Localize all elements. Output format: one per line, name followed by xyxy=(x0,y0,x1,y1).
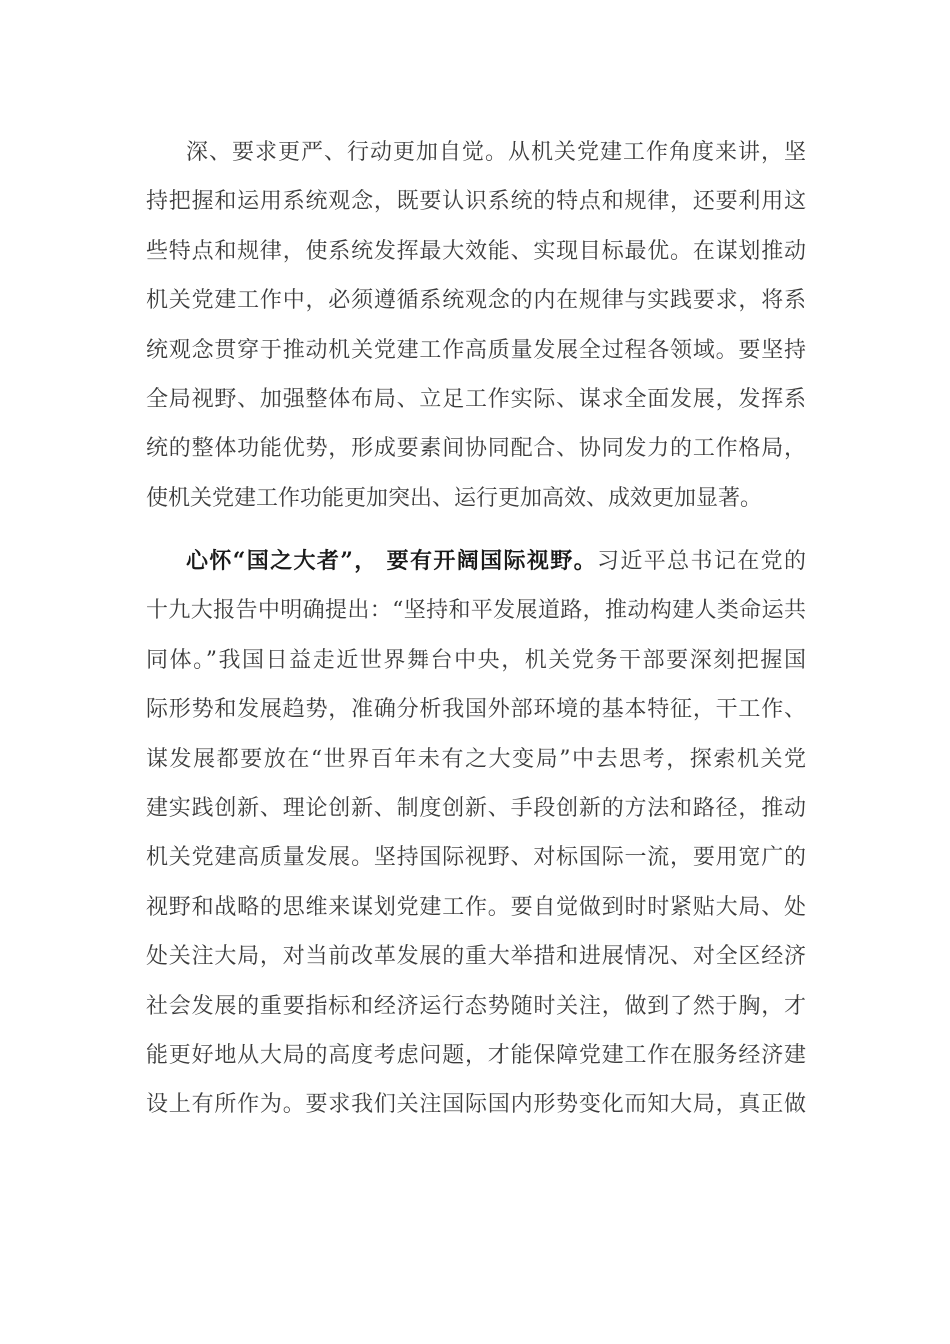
section-heading: 心怀“国之大者”， 要有开阔国际视野。 xyxy=(186,548,598,574)
text-line: 建实践创新、理论创新、制度创新、手段创新的方法和路径，推动 xyxy=(146,795,806,821)
heading-line-rest: 习近平总书记在党的 xyxy=(597,549,806,574)
text-line: 统观念贯穿于推动机关党建工作高质量发展全过程各领域。要坚持 xyxy=(146,337,806,363)
text-line: 些特点和规律，使系统发挥最大效能、实现目标最优。在谋划推动 xyxy=(146,238,806,264)
text-line: 机关党建高质量发展。坚持国际视野、对标国际一流，要用宽广的 xyxy=(146,845,806,871)
paragraph-systems-view xyxy=(146,128,806,523)
text-line: 际形势和发展趋势，准确分析我国外部环境的基本特征，干工作、 xyxy=(146,697,806,723)
text-line: 持把握和运用系统观念，既要认识系统的特点和规律，还要利用这 xyxy=(146,189,806,215)
text-line: 社会发展的重要指标和经济运行态势随时关注，做到了然于胸，才 xyxy=(146,993,806,1019)
heading-line xyxy=(146,537,806,586)
text-line: 使机关党建工作功能更加突出、运行更加高效、成效更加显著。 xyxy=(146,485,763,511)
text-line: 谋发展都要放在“世界百年未有之大变局”中去思考，探索机关党 xyxy=(146,746,806,772)
text-line: 同体。”我国日益走近世界舞台中央，机关党务干部要深刻把握国 xyxy=(146,647,806,673)
text-line: 设上有所作为。要求我们关注国际国内形势变化而知大局，真正做 xyxy=(146,1092,806,1118)
text-line: 机关党建工作中，必须遵循系统观念的内在规律与实践要求，将系 xyxy=(146,288,806,314)
paragraph-international-vision xyxy=(146,537,806,1130)
text-line: 能更好地从大局的高度考虑问题，才能保障党建工作在服务经济建 xyxy=(146,1042,806,1068)
text-line: 全局视野、加强整体布局、立足工作实际、谋求全面发展，发挥系 xyxy=(146,386,806,412)
text-line: 十九大报告中明确提出：“坚持和平发展道路，推动构建人类命运共 xyxy=(146,598,806,624)
text-line: 视野和战略的思维来谋划党建工作。要自觉做到时时紧贴大局、处 xyxy=(146,894,806,920)
text-line: 统的整体功能优势，形成要素间协同配合、协同发力的工作格局， xyxy=(146,436,806,462)
text-line: 处关注大局，对当前改革发展的重大举措和进展情况、对全区经济 xyxy=(146,944,806,970)
text-line: 深、要求更严、行动更加自觉。从机关党建工作角度来讲，坚 xyxy=(186,140,806,165)
